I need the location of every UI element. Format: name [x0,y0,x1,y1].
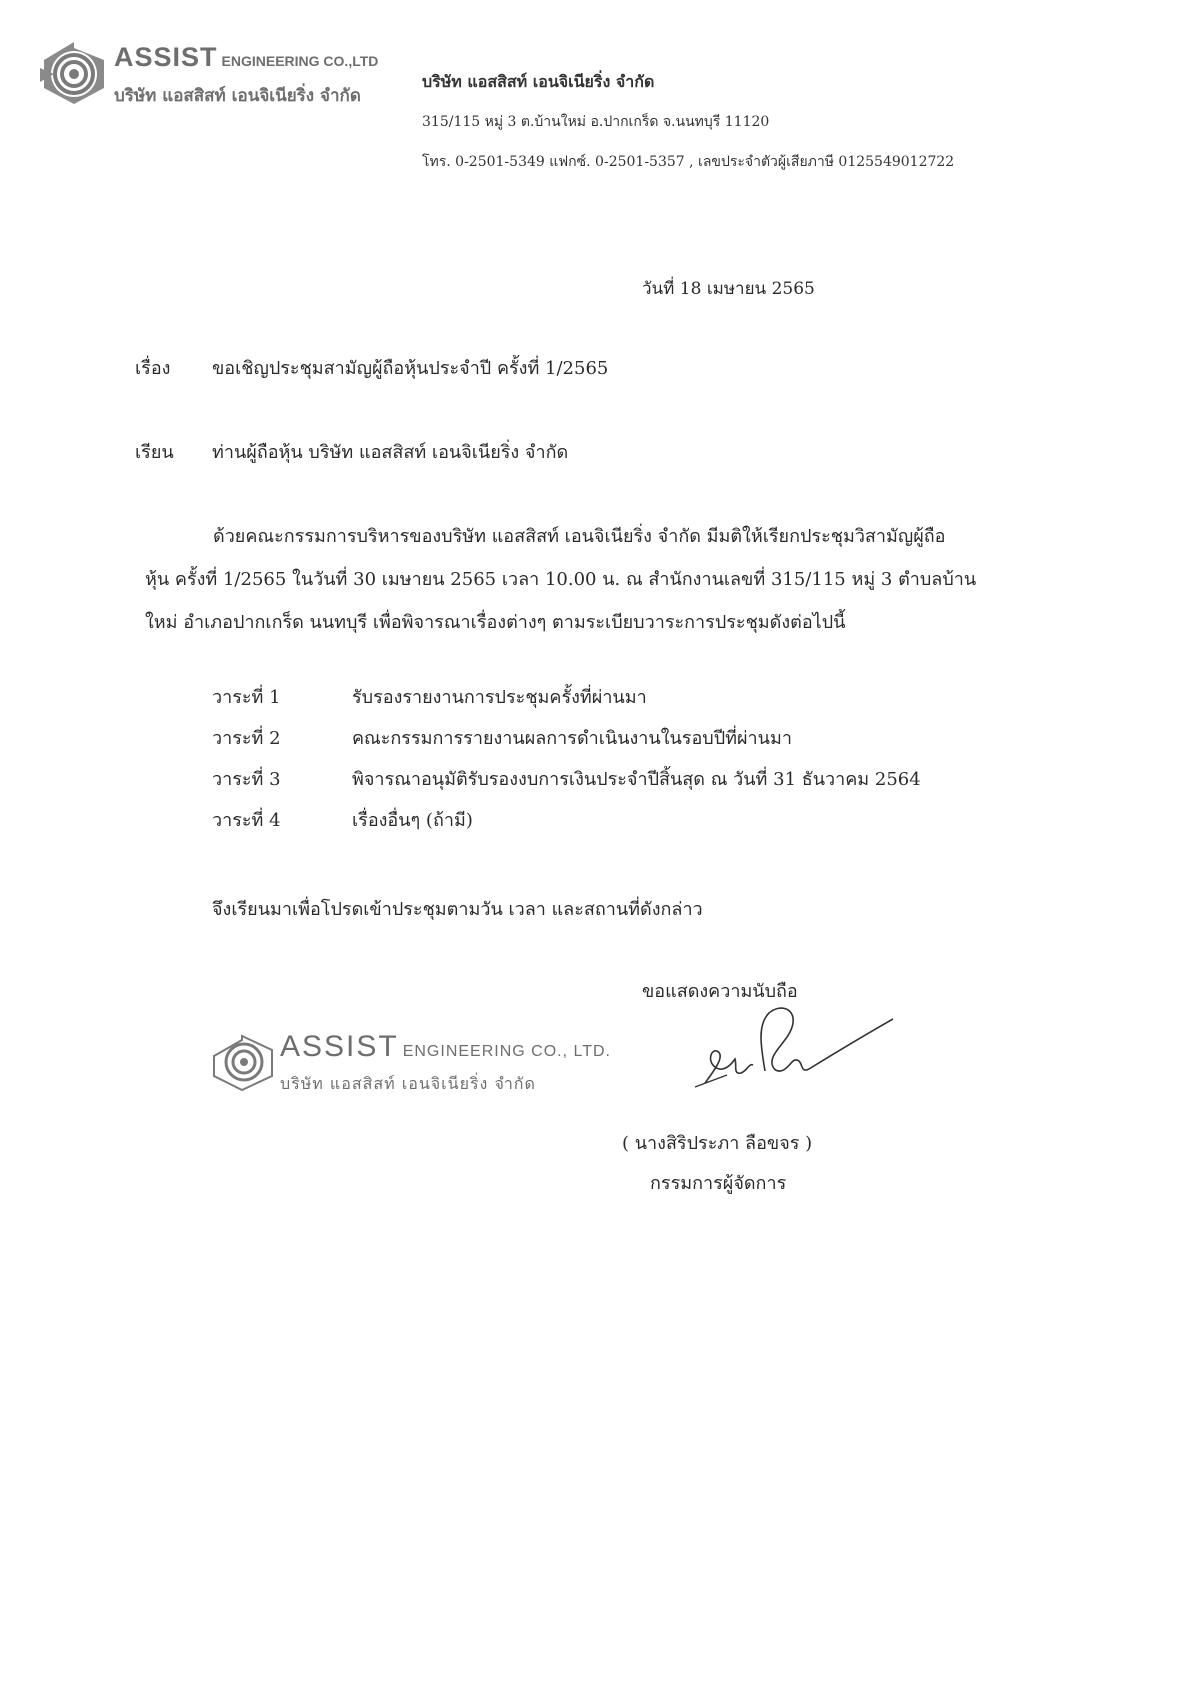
company-logo [40,38,400,110]
stamp-brand-name: ASSIST [280,1030,399,1063]
company-address: 315/115 หมู่ 3 ต.บ้านใหม่ อ.ปากเกร็ด จ.นนทบุรี 11120 [422,114,770,130]
agenda-number: วาระที่ 1 [212,687,281,708]
logo-brand-suffix: ENGINEERING CO.,LTD [221,53,379,69]
agenda-text: เรื่องอื่นๆ (ถ้ามี) [352,810,473,831]
body-line: หุ้น ครั้งที่ 1/2565 ในวันที่ 30 เมษายน 2565 เวลา 10.00 น. ณ สำนักงานเลขที่ 315/115 หมู่ 3 ตำบลบ้าน [145,569,977,590]
logo-brand-thai: บริษัท แอสสิสท์ เอนจิเนียริ่ง จำกัด [114,86,361,106]
agenda-item [212,805,473,834]
handwritten-signature [665,995,905,1105]
logo-brand-name: ASSIST [114,42,218,72]
subject-text: ขอเชิญประชุมสามัญผู้ถือหุ้นประจำปี ครั้งที่ 1/2565 [212,358,609,379]
company-name: บริษัท แอสสิสท์ เอนจิเนียริ่ง จำกัด [422,72,655,91]
agenda-number: วาระที่ 4 [212,810,281,831]
signatory-name: ( นางสิริประภา ลือขจร ) [622,1133,813,1154]
agenda-number: วาระที่ 2 [212,728,281,749]
agenda-item [212,723,792,752]
agenda-item [212,682,647,711]
agenda-number: วาระที่ 3 [212,769,281,790]
company-contact: โทร. 0-2501-5349 แฟกซ์. 0-2501-5357 , เลขประจำตัวผู้เสียภาษี 0125549012722 [422,154,955,170]
agenda-item [212,764,921,793]
agenda-text: พิจารณาอนุมัติรับรองงบการเงินประจำปีสิ้นสุด ณ วันที่ 31 ธันวาคม 2564 [352,769,921,790]
body-paragraph [145,515,1045,644]
agenda-text: คณะกรรมการรายงานผลการดำเนินงานในรอบปีที่ผ่านมา [352,728,792,749]
agenda-text: รับรองรายงานการประชุมครั้งที่ผ่านมา [352,687,647,708]
stamp-brand-suffix: ENGINEERING CO., LTD. [402,1043,611,1060]
letter-date: วันที่ 18 เมษายน 2565 [642,279,815,299]
spiral-stamp-icon [212,1030,276,1094]
stamp-brand-thai: บริษัท แอสสิสท์ เอนจิเนียริ่ง จำกัด [280,1074,536,1093]
company-stamp [212,1030,612,1100]
regards-text: ขอแสดงความนับถือ [642,981,798,1002]
signatory-position: กรรมการผู้จัดการ [650,1173,787,1194]
logo-brand-en [114,42,378,73]
body-line: ใหม่ อำเภอปากเกร็ด นนทบุรี เพื่อพิจารณาเรื่องต่างๆ ตามระเบียบวาระการประชุมดังต่อไปนี้ [145,612,846,633]
stamp-brand-en [280,1030,611,1064]
to-text: ท่านผู้ถือหุ้น บริษัท แอสสิสท์ เอนจิเนียริ่ง จำกัด [212,442,569,463]
closing-text: จึงเรียนมาเพื่อโปรดเข้าประชุมตามวัน เวลา และสถานที่ดังกล่าว [212,899,703,920]
subject-label: เรื่อง [135,358,171,379]
body-line: ด้วยคณะกรรมการบริหารของบริษัท แอสสิสท์ เอนจิเนียริ่ง จำกัด มีมติให้เรียกประชุมวิสามัญผู้ถือ [213,526,946,547]
spiral-logo-icon [40,38,110,108]
to-label: เรียน [135,442,174,463]
